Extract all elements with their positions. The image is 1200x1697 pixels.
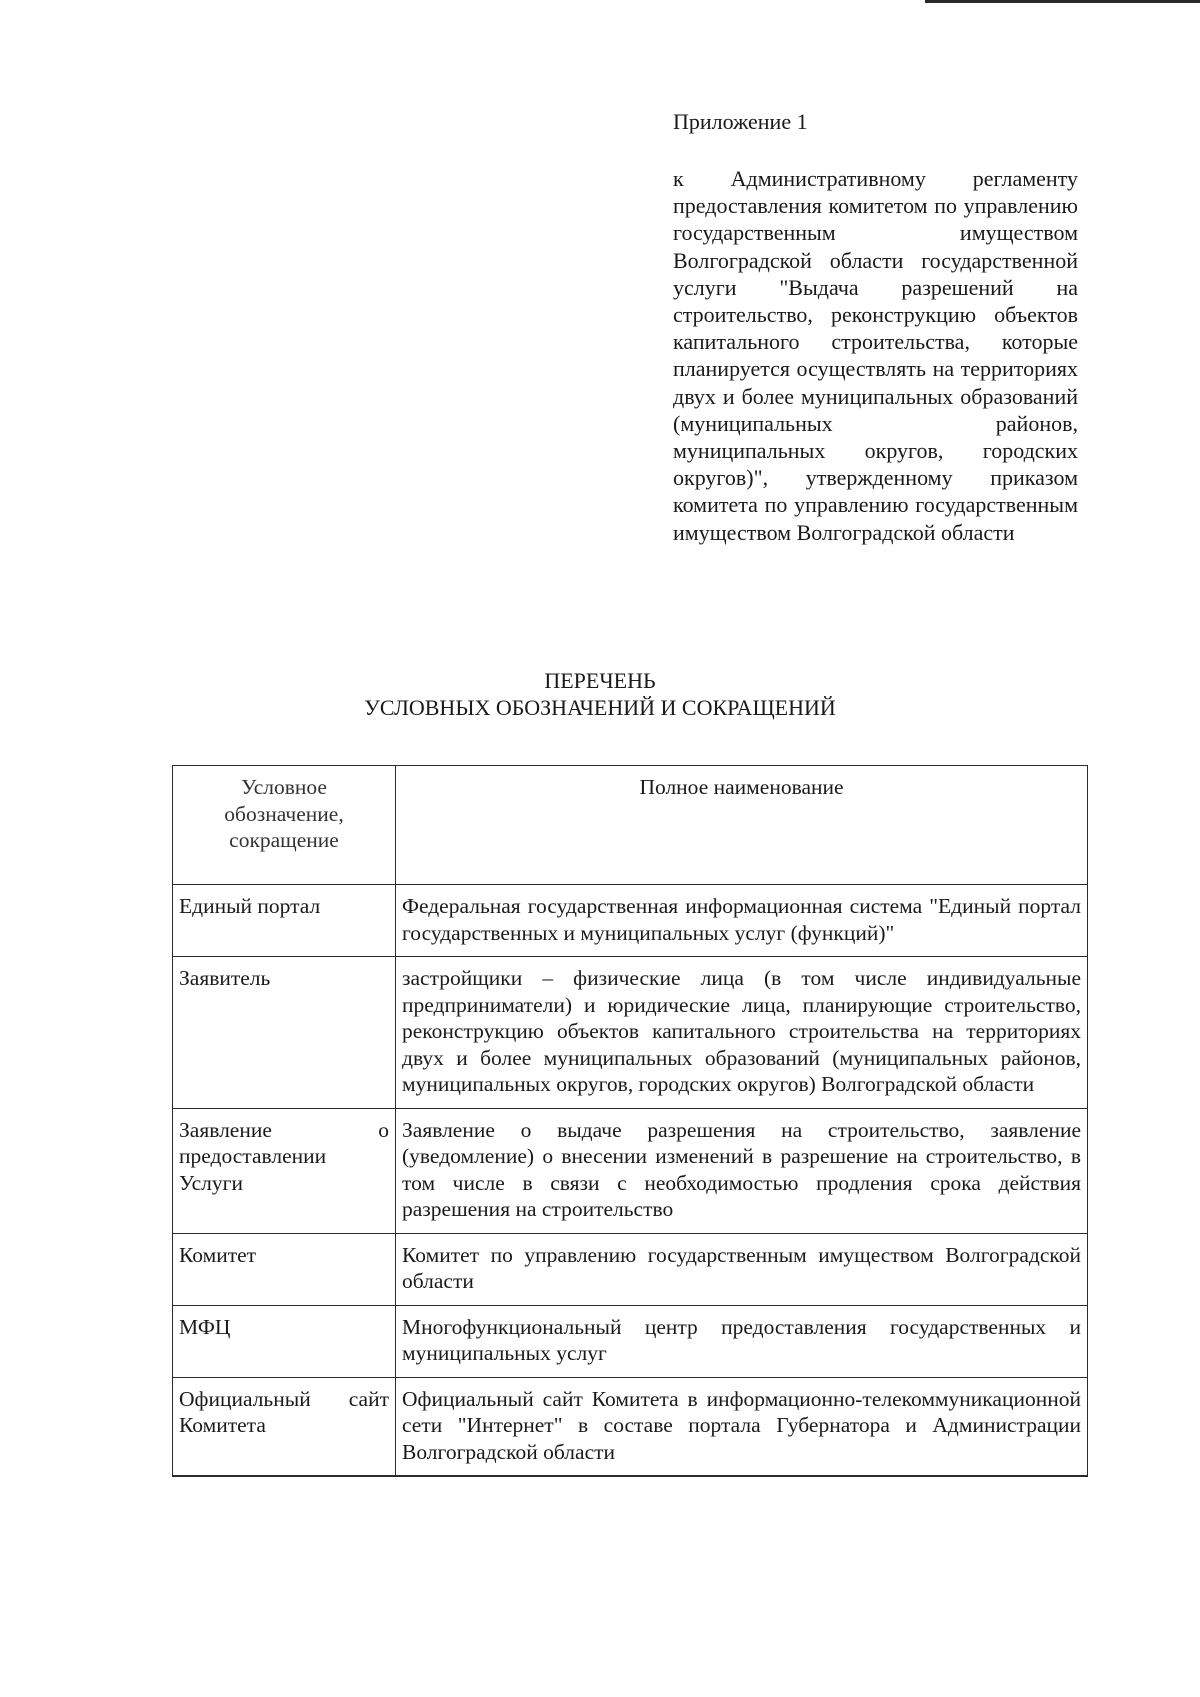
table-row <box>173 1377 1088 1476</box>
definition-cell: Комитет по управлению государственным имуществом Волгоградской области <box>396 1233 1088 1305</box>
table-header-row <box>173 766 1088 885</box>
table-row <box>173 885 1088 957</box>
term-cell: Комитет <box>173 1233 396 1305</box>
definition-cell: Заявление о выдаче разрешения на строительство, заявление (уведомление) о внесении изменений в разрешение на строительство, в том числе в связи с необходимостью продления срока действия разрешения на строительство <box>396 1108 1088 1233</box>
table-row <box>173 1233 1088 1305</box>
scan-edge-mark <box>925 0 1200 3</box>
term-cell: Заявитель <box>173 957 396 1109</box>
document-title: ПЕРЕЧЕНЬ <box>544 668 656 693</box>
term-cell: Заявление о предоставлении Услуги <box>173 1108 396 1233</box>
abbreviations-table <box>172 765 1088 1477</box>
appendix-number: Приложение 1 <box>673 109 808 134</box>
table-row <box>173 1108 1088 1233</box>
definition-cell: Федеральная государственная информационная система "Единый портал государственных и муниципальных услуг (функций)" <box>396 885 1088 957</box>
header-term: Условное обозначение, сокращение <box>173 766 396 885</box>
document-subtitle: УСЛОВНЫХ ОБОЗНАЧЕНИЙ И СОКРАЩЕНИЙ <box>364 695 836 720</box>
table-row <box>173 957 1088 1109</box>
header-definition: Полное наименование <box>396 766 1088 885</box>
term-cell: Единый портал <box>173 885 396 957</box>
definition-cell: Официальный сайт Комитета в информационно-телекоммуникационной сети "Интернет" в составе портала Губернатора и Администрации Волгоградской области <box>396 1377 1088 1476</box>
term-cell: Официальный сайт Комитета <box>173 1377 396 1476</box>
appendix-reference-text: к Административному регламенту предоставления комитетом по управлению государственным имуществом Волгоградской области государственной услуги "Выдача разрешений на строительство, реконструкцию объектов капитального строительства, которые планируется осуществлять на территориях двух и более муниципальных образований (муниципальных районов, муниципальных округов, городских округов)", утвержденному приказом комитета по управлению государственным имуществом Волгоградской области <box>673 166 1078 545</box>
term-cell: МФЦ <box>173 1305 396 1377</box>
definition-cell: застройщики – физические лица (в том числе индивидуальные предприниматели) и юридические лица, планирующие строительство, реконструкцию объектов капитального строительства на территориях двух и более муниципальных образований (муниципальных районов, муниципальных округов, городских округов) Волгоградской области <box>396 957 1088 1109</box>
definition-cell: Многофункциональный центр предоставления государственных и муниципальных услуг <box>396 1305 1088 1377</box>
table-row <box>173 1305 1088 1377</box>
